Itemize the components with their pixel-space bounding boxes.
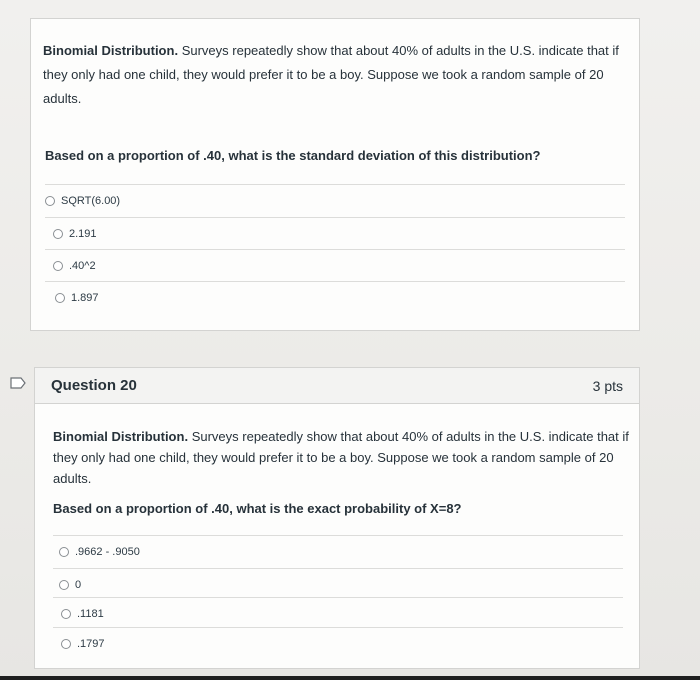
q19-answer-option[interactable] [45, 249, 625, 282]
question-header [35, 368, 639, 404]
q19-answer-label: .40^2 [69, 260, 96, 272]
radio-circle-icon[interactable] [45, 196, 55, 206]
q20-answer-label: 0 [75, 579, 82, 591]
q19-answer-label: 2.191 [69, 228, 97, 240]
q19-intro [43, 39, 633, 111]
radio-circle-icon[interactable] [61, 639, 71, 649]
radio-circle-icon[interactable] [59, 580, 69, 590]
question-20-card [34, 367, 640, 669]
q19-answer-label: SQRT(6.00) [61, 195, 121, 207]
radio-circle-icon[interactable] [59, 547, 69, 557]
question-points: 3 pts [592, 378, 623, 394]
q19-question: Based on a proportion of .40, what is the standard deviation of this distribution? [45, 148, 541, 163]
q20-answer-option[interactable] [53, 535, 623, 568]
q20-intro-text: Surveys repeatedly show that about 40% of adults in the U.S. indicate that if they only had one child, they would prefer it to be a boy. Suppose we took a random sample of 20 adults. [53, 429, 629, 486]
q19-answer-option[interactable] [45, 281, 625, 314]
q20-question: Based on a proportion of .40, what is the exact probability of X=8? [53, 501, 462, 516]
q20-answer-option[interactable] [53, 627, 623, 660]
q20-answer-label: .9662 - .9050 [75, 546, 140, 558]
q19-intro-bold: Binomial Distribution. [43, 43, 179, 58]
radio-circle-icon[interactable] [55, 293, 65, 303]
q19-answer-label: 1.897 [71, 292, 99, 304]
q19-answer-option[interactable] [45, 217, 625, 250]
radio-circle-icon[interactable] [61, 609, 71, 619]
radio-circle-icon[interactable] [53, 229, 63, 239]
q20-answer-label: .1797 [77, 638, 105, 650]
q20-answer-option[interactable] [53, 597, 623, 630]
q19-answer-option[interactable] [45, 184, 625, 217]
question-19-card [30, 18, 640, 331]
radio-circle-icon[interactable] [53, 261, 63, 271]
q19-intro-text: Surveys repeatedly show that about 40% of adults in the U.S. indicate that if they only had one child, they would prefer it to be a boy. Suppose we took a random sample of 20 adults. [43, 43, 619, 106]
question-title: Question 20 [51, 377, 137, 394]
bookmark-flag-icon[interactable] [10, 377, 26, 389]
q20-intro-bold: Binomial Distribution. [53, 429, 189, 444]
q20-intro [53, 426, 633, 489]
q20-answer-label: .1181 [77, 608, 104, 620]
screen-bottom-edge [0, 676, 700, 680]
